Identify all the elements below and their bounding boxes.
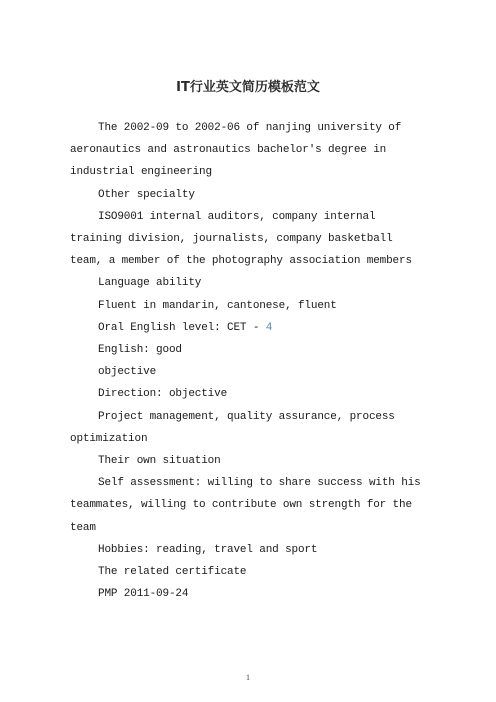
self-assessment-paragraph xyxy=(70,472,426,539)
specialty-paragraph xyxy=(70,206,426,273)
direction-paragraph xyxy=(70,383,426,405)
mandarin-paragraph xyxy=(70,295,426,317)
english-paragraph xyxy=(70,339,426,361)
certificate-heading xyxy=(70,561,426,583)
hobbies-text: Hobbies: reading, travel and sport xyxy=(98,543,318,556)
language-ability-text: Language ability xyxy=(98,277,202,290)
certificate-text: The related certificate xyxy=(98,566,247,579)
language-ability-heading xyxy=(70,272,426,294)
page-number: 1 xyxy=(246,673,250,682)
specialty-text: ISO9001 internal auditors, company internal training division, journalists, company basketball team, a member of the photography association members xyxy=(70,210,412,268)
other-specialty-heading xyxy=(70,184,426,206)
self-assessment-text: Self assessment: willing to share success with his teammates, willing to contribute own strength for the team xyxy=(70,477,428,534)
project-management-paragraph xyxy=(70,406,426,450)
pmp-text: PMP 2011-09-24 xyxy=(98,588,189,601)
objective-heading xyxy=(70,361,426,383)
direction-text: Direction: objective xyxy=(98,388,228,401)
document-title: IT行业英文简历模板范文 xyxy=(176,80,320,95)
own-situation-text: Their own situation xyxy=(98,455,221,468)
education-text: The 2002-09 to 2002-06 of nanjing university of aeronautics and astronautics bachelor's degree in industrial engineering xyxy=(70,122,408,179)
project-management-text: Project management, quality assurance, process optimization xyxy=(70,410,402,445)
own-situation-heading xyxy=(70,450,426,472)
other-specialty-text: Other specialty xyxy=(98,188,195,201)
education-paragraph xyxy=(70,117,426,184)
cet-level: 4 xyxy=(265,321,273,334)
hobbies-paragraph xyxy=(70,539,426,561)
objective-text: objective xyxy=(98,366,157,379)
pmp-paragraph xyxy=(70,583,426,605)
document-body xyxy=(70,117,426,605)
mandarin-text: Fluent in mandarin, cantonese, fluent xyxy=(98,299,337,312)
english-text: English: good xyxy=(98,344,182,357)
oral-english-text: Oral English level: CET - xyxy=(98,321,266,334)
oral-english-paragraph xyxy=(70,317,426,339)
